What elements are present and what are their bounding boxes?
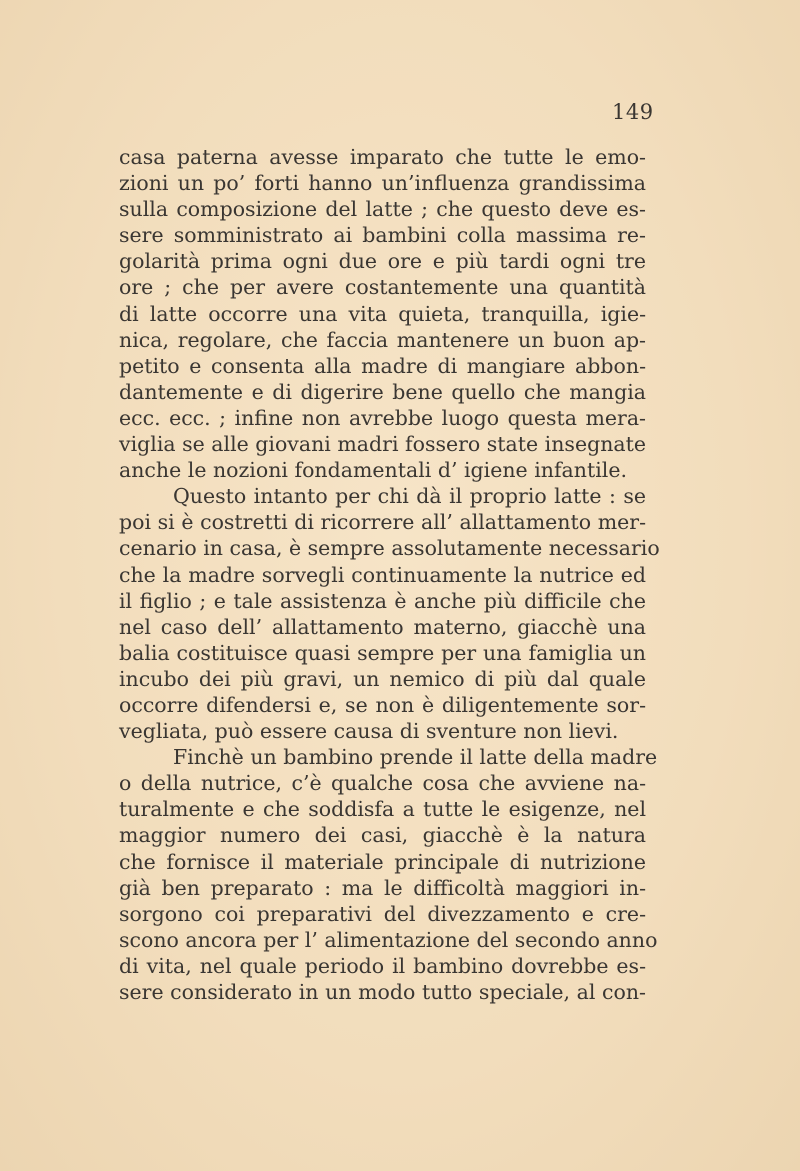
text-line: golarità prima ogni due ore e più tardi ogni tre (119, 249, 646, 274)
page-number: 149 (612, 100, 654, 124)
text-line: sere considerato in un modo tutto speciale, al con- (119, 980, 646, 1004)
text-line: che fornisce il materiale principale di nutrizione (119, 849, 646, 874)
text-line: ecc. ecc. ; infine non avrebbe luogo questa mera- (119, 405, 646, 430)
text-line: dantemente e di digerire bene quello che mangia (119, 379, 646, 404)
text-line: incubo dei più gravi, un nemico di più dal quale (119, 666, 646, 691)
text-line: che la madre sorvegli continuamente la nutrice ed (119, 562, 646, 587)
text-line: petito e consenta alla madre di mangiare abbon- (119, 353, 646, 378)
text-line: il figlio ; e tale assistenza è anche più difficile che (119, 588, 646, 613)
text-line: balia costituisce quasi sempre per una famiglia un (119, 640, 646, 665)
body-text (119, 144, 660, 1005)
text-line: di vita, nel quale periodo il bambino dovrebbe es- (119, 953, 646, 978)
text-line: o della nutrice, c’è qualche cosa che avviene na- (119, 771, 646, 796)
text-line: sere somministrato ai bambini colla massima re- (119, 223, 646, 248)
text-line: scono ancora per l’ alimentazione del secondo anno (119, 927, 658, 952)
text-line: ore ; che per avere costantemente una quantità (119, 275, 646, 300)
text-line: poi si è costretti di ricorrere all’ allattamento mer- (119, 510, 646, 535)
text-line: Finchè un bambino prende il latte della madre (173, 745, 658, 770)
text-line: maggior numero dei casi, giacchè è la natura (119, 823, 646, 848)
text-line: cenario in casa, è sempre assolutamente necessario (119, 536, 660, 561)
text-line: sulla composizione del latte ; che questo deve es- (119, 197, 646, 222)
text-line: viglia se alle giovani madri fossero state insegnate (119, 432, 646, 457)
text-line: vegliata, può essere causa di sventure non lievi. (119, 719, 619, 744)
text-line: già ben preparato : ma le difficoltà maggiori in- (119, 875, 646, 900)
text-line: occorre difendersi e, se non è diligentemente sor- (119, 692, 646, 717)
text-line: nel caso dell’ allattamento materno, giacchè una (119, 614, 646, 639)
text-line: sorgono coi preparativi del divezzamento e cre- (119, 901, 646, 926)
text-line: nica, regolare, che faccia mantenere un buon ap- (119, 327, 646, 352)
text-line: anche le nozioni fondamentali d’ igiene infantile. (119, 458, 627, 483)
text-line: casa paterna avesse imparato che tutte le emo- (119, 145, 646, 169)
text-line: Questo intanto per chi dà il proprio latte : se (173, 484, 646, 509)
text-line: turalmente e che soddisfa a tutte le esigenze, nel (119, 797, 646, 822)
text-line: di latte occorre una vita quieta, tranquilla, igie- (119, 301, 646, 326)
text-line: zioni un po’ forti hanno un’influenza grandissima (119, 171, 646, 196)
